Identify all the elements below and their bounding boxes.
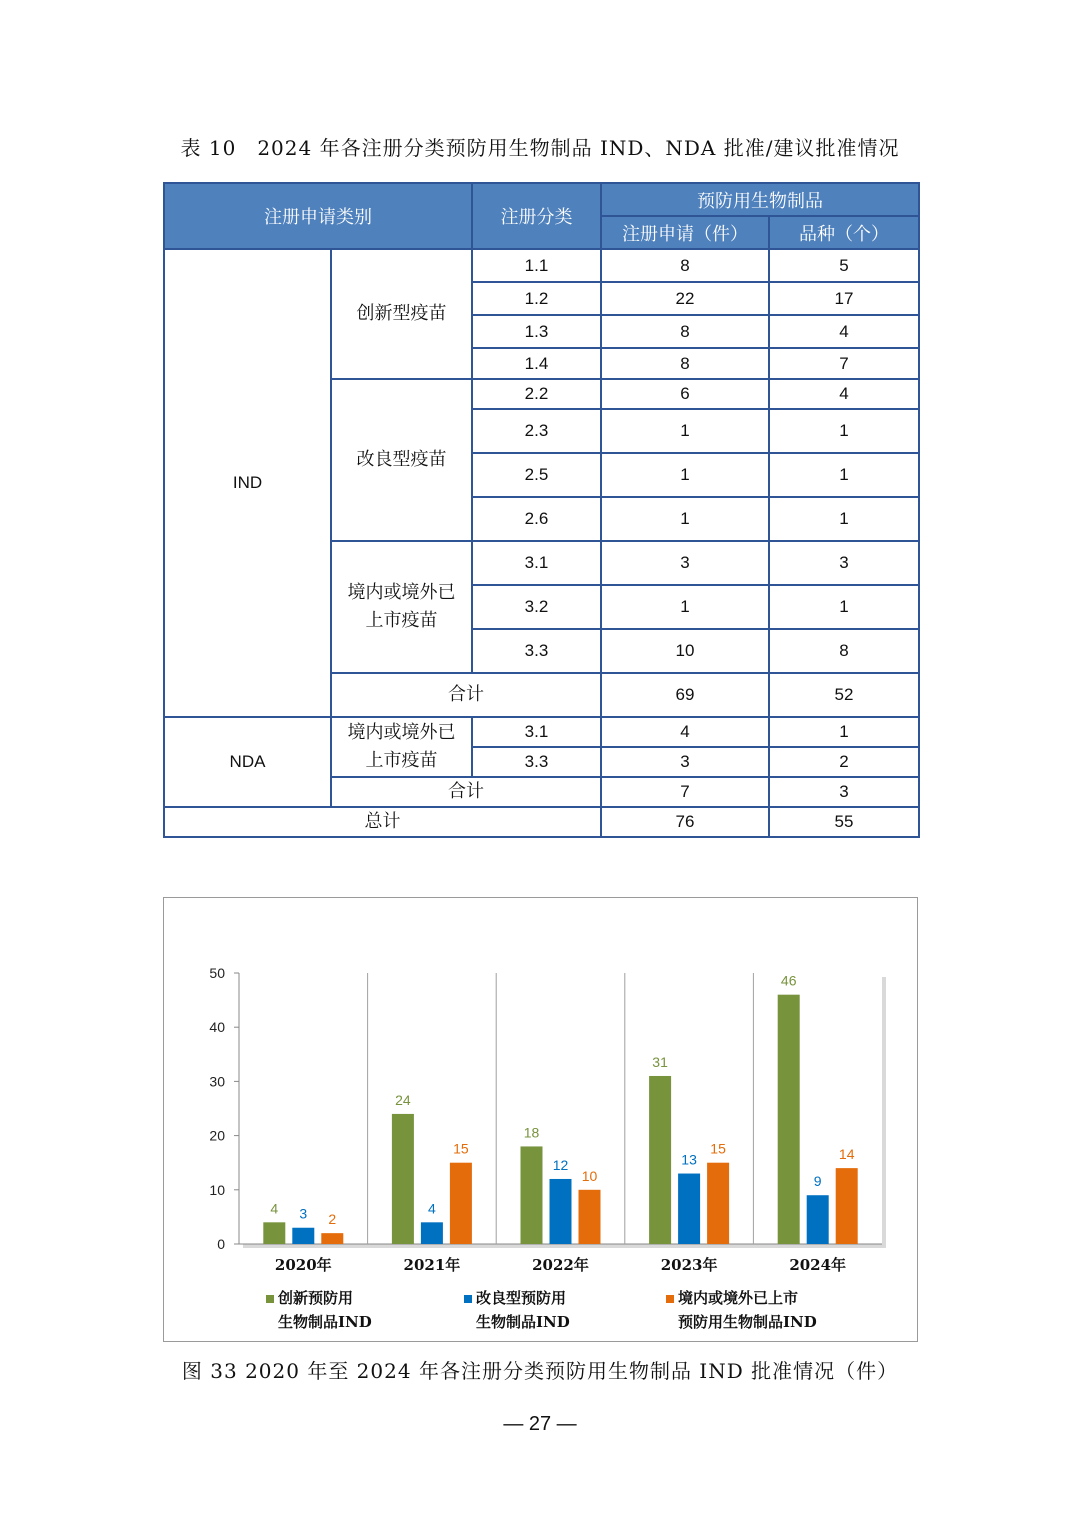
bar (678, 1174, 700, 1244)
legend-swatch-innovative (266, 1295, 274, 1303)
legend-swatch-improved (464, 1295, 472, 1303)
legend-item-innovative (266, 1286, 372, 1334)
ind-subtotal-vars: 52 (769, 673, 919, 717)
cell-apps: 1 (601, 453, 769, 497)
bar (579, 1190, 601, 1244)
nda-subtotal-label: 合计 (331, 777, 601, 807)
nda-subtotal-vars: 3 (769, 777, 919, 807)
bar (263, 1222, 285, 1244)
y-tick-label: 0 (217, 1236, 225, 1252)
cell-vars: 7 (769, 348, 919, 379)
data-label: 31 (652, 1053, 668, 1070)
cell-apps: 3 (601, 747, 769, 777)
data-label: 3 (299, 1205, 308, 1222)
header-varieties: 品种（个） (769, 216, 919, 249)
header-classification: 注册分类 (472, 183, 601, 249)
cell-cls: 1.4 (472, 348, 601, 379)
figure-caption: 图 33 2020 年至 2024 年各注册分类预防用生物制品 IND 批准情况（件） (181, 1359, 899, 1383)
header-applications: 注册申请（件） (601, 216, 769, 249)
data-label: 4 (270, 1200, 279, 1217)
bar (707, 1163, 729, 1244)
cell-apps: 1 (601, 497, 769, 541)
group-marketed (331, 541, 472, 673)
legend-label: 生物制品IND (476, 1313, 570, 1331)
cell-apps: 1 (601, 409, 769, 453)
cell-apps: 6 (601, 379, 769, 409)
cell-vars: 1 (769, 717, 919, 747)
data-label: 10 (581, 1167, 598, 1184)
group-innovative: 创新型疫苗 (331, 249, 472, 379)
cell-vars: 1 (769, 409, 919, 453)
data-label: 14 (838, 1146, 855, 1163)
bar (649, 1076, 671, 1244)
cell-apps: 8 (601, 348, 769, 379)
cell-vars: 17 (769, 282, 919, 315)
nda-group-line1: 境内或境外已 (347, 722, 456, 743)
approval-table (163, 182, 920, 838)
nda-label: NDA (164, 717, 331, 807)
total-apps: 76 (601, 807, 769, 837)
legend-label: 创新预防用 (278, 1289, 354, 1307)
y-tick-label: 20 (209, 1127, 225, 1144)
nda-group (331, 717, 472, 777)
data-label: 24 (395, 1091, 411, 1108)
cell-apps: 10 (601, 629, 769, 673)
cell-vars: 1 (769, 585, 919, 629)
group-improved: 改良型疫苗 (331, 379, 472, 541)
cell-cls: 3.3 (472, 629, 601, 673)
ind-subtotal-apps: 69 (601, 673, 769, 717)
cell-vars: 4 (769, 379, 919, 409)
cell-vars: 1 (769, 453, 919, 497)
cell-vars: 1 (769, 497, 919, 541)
cell-apps: 4 (601, 717, 769, 747)
data-label: 15 (453, 1140, 469, 1157)
data-label: 13 (681, 1151, 697, 1168)
group-marketed-line2: 上市疫苗 (365, 610, 438, 631)
cell-apps: 3 (601, 541, 769, 585)
page-number: — 27 — (503, 1413, 577, 1435)
cell-cls: 3.2 (472, 585, 601, 629)
bar (778, 995, 800, 1244)
cell-cls: 2.3 (472, 409, 601, 453)
legend-label: 生物制品IND (278, 1313, 372, 1331)
x-tick-label: 2020年 (274, 1256, 332, 1274)
table-row (164, 717, 919, 747)
data-label: 46 (780, 972, 797, 989)
legend-label: 预防用生物制品IND (678, 1313, 817, 1331)
bar (421, 1222, 443, 1244)
x-tick-label: 2022年 (532, 1256, 589, 1274)
ind-label: IND (164, 249, 331, 717)
table-row (164, 249, 919, 282)
table-row (164, 807, 919, 837)
nda-subtotal-apps: 7 (601, 777, 769, 807)
legend-label: 境内或境外已上市 (678, 1289, 799, 1307)
cell-cls: 3.3 (472, 747, 601, 777)
cell-cls: 1.3 (472, 315, 601, 348)
cell-cls: 2.6 (472, 497, 601, 541)
legend-swatch-marketed (666, 1295, 674, 1303)
total-label: 总计 (164, 807, 601, 837)
x-tick-label: 2024年 (789, 1256, 847, 1274)
legend-item-marketed (666, 1286, 817, 1334)
cell-vars: 4 (769, 315, 919, 348)
x-tick-label: 2023年 (660, 1256, 718, 1274)
cell-cls: 2.5 (472, 453, 601, 497)
y-tick-label: 50 (209, 965, 225, 981)
legend-item-improved (464, 1286, 570, 1334)
cell-vars: 2 (769, 747, 919, 777)
data-label: 4 (428, 1200, 436, 1217)
cell-cls: 3.1 (472, 717, 601, 747)
ind-subtotal-label: 合计 (331, 673, 601, 717)
data-label: 9 (813, 1173, 822, 1190)
bar (321, 1233, 343, 1244)
cell-cls: 1.2 (472, 282, 601, 315)
bar (392, 1114, 414, 1244)
total-vars: 55 (769, 807, 919, 837)
chart-svg (164, 898, 917, 1341)
nda-group-line2: 上市疫苗 (365, 750, 438, 771)
y-tick-label: 40 (209, 1019, 225, 1036)
cell-apps: 22 (601, 282, 769, 315)
x-tick-label: 2021年 (403, 1256, 461, 1274)
group-marketed-line1: 境内或境外已 (347, 582, 456, 603)
data-label: 2 (328, 1211, 337, 1228)
table-caption: 表 10 2024 年各注册分类预防用生物制品 IND、NDA 批准/建议批准情况 (180, 136, 900, 160)
cell-cls: 2.2 (472, 379, 601, 409)
ind-bar-chart (163, 897, 918, 1342)
cell-vars: 3 (769, 541, 919, 585)
cell-apps: 8 (601, 249, 769, 282)
data-label: 12 (552, 1156, 569, 1173)
bar (836, 1168, 858, 1244)
data-label: 15 (710, 1140, 726, 1157)
bar (807, 1195, 829, 1244)
cell-vars: 5 (769, 249, 919, 282)
cell-cls: 1.1 (472, 249, 601, 282)
cell-apps: 1 (601, 585, 769, 629)
bar (550, 1179, 572, 1244)
y-tick-label: 10 (209, 1181, 225, 1198)
cell-vars: 8 (769, 629, 919, 673)
cell-apps: 8 (601, 315, 769, 348)
header-group: 预防用生物制品 (601, 183, 919, 216)
y-tick-label: 30 (209, 1073, 225, 1090)
bar (292, 1228, 314, 1244)
bar (450, 1163, 472, 1244)
legend-label: 改良型预防用 (476, 1289, 567, 1307)
header-category: 注册申请类别 (164, 183, 472, 249)
bar (521, 1146, 543, 1244)
data-label: 18 (523, 1124, 540, 1141)
cell-cls: 3.1 (472, 541, 601, 585)
